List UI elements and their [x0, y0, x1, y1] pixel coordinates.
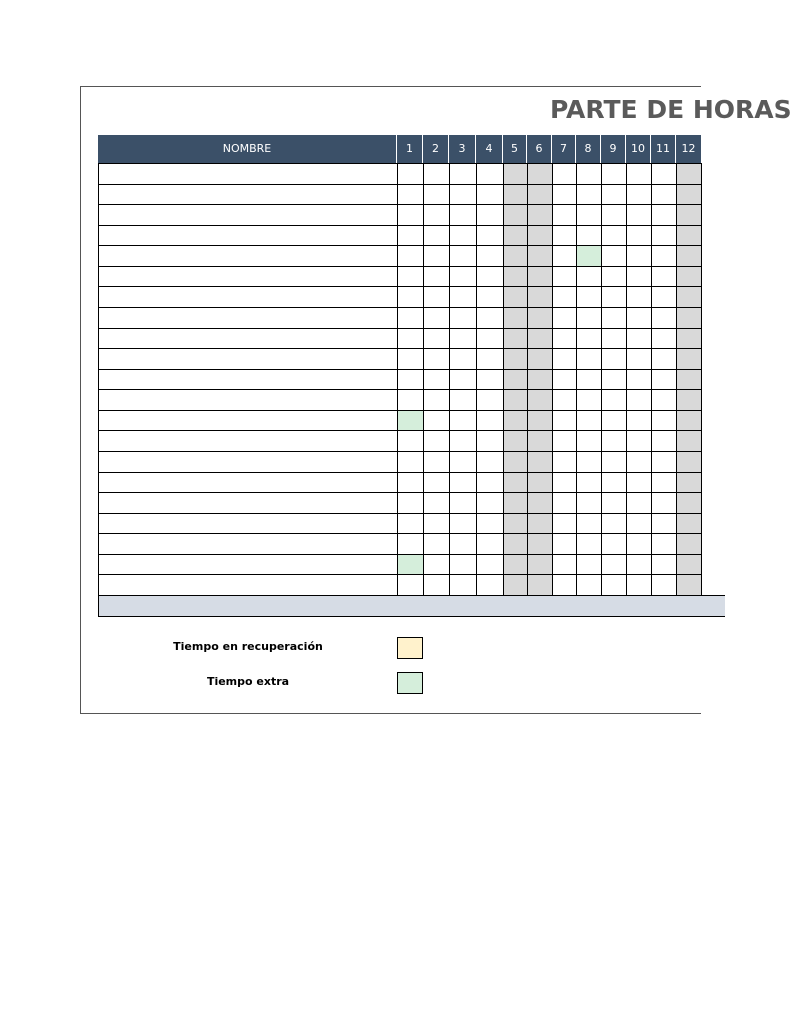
day-cell[interactable]: [527, 513, 553, 533]
day-cell[interactable]: [503, 451, 528, 472]
day-cell[interactable]: [651, 533, 677, 554]
day-cell[interactable]: [601, 286, 627, 307]
day-cell[interactable]: [397, 574, 424, 595]
day-cell[interactable]: [676, 492, 702, 513]
day-cell[interactable]: [552, 533, 577, 554]
day-cell[interactable]: [626, 554, 652, 574]
day-cell[interactable]: [651, 245, 677, 266]
day-cell[interactable]: [601, 245, 627, 266]
day-cell[interactable]: [601, 492, 627, 513]
day-cell[interactable]: [527, 369, 553, 389]
day-cell[interactable]: [397, 245, 424, 266]
day-cell[interactable]: [503, 574, 528, 595]
header-day-5: 5: [503, 135, 527, 163]
day-cell[interactable]: [601, 410, 627, 430]
day-cell[interactable]: [527, 430, 553, 451]
day-cell[interactable]: [576, 184, 602, 204]
day-cell[interactable]: [601, 369, 627, 389]
day-cell[interactable]: [527, 225, 553, 245]
day-cell[interactable]: [576, 472, 602, 492]
day-cell[interactable]: [423, 348, 450, 369]
day-cell[interactable]: [476, 451, 504, 472]
day-cell[interactable]: [503, 184, 528, 204]
day-cell[interactable]: [527, 574, 553, 595]
day-cell[interactable]: [449, 389, 477, 410]
day-cell[interactable]: [397, 163, 424, 184]
name-input[interactable]: [98, 286, 397, 307]
header-day-9: 9: [601, 135, 626, 163]
day-cell[interactable]: [527, 163, 553, 184]
day-cell[interactable]: [476, 369, 504, 389]
day-cell[interactable]: [449, 245, 477, 266]
day-cell[interactable]: [552, 369, 577, 389]
day-cell[interactable]: [476, 307, 504, 328]
day-cell[interactable]: [601, 513, 627, 533]
day-cell[interactable]: [449, 492, 477, 513]
name-input[interactable]: [98, 163, 397, 184]
day-cell[interactable]: [397, 225, 424, 245]
totals-row: [98, 595, 725, 617]
day-cell[interactable]: [552, 472, 577, 492]
header-day-6: 6: [527, 135, 552, 163]
day-cell[interactable]: [601, 554, 627, 574]
header-day-10: 10: [626, 135, 651, 163]
day-cell[interactable]: [651, 389, 677, 410]
day-cell[interactable]: [626, 266, 652, 286]
day-cell[interactable]: [503, 163, 528, 184]
day-cell[interactable]: [576, 513, 602, 533]
day-cell[interactable]: [552, 574, 577, 595]
day-cell[interactable]: [576, 389, 602, 410]
day-cell[interactable]: [423, 533, 450, 554]
day-cell[interactable]: [601, 574, 627, 595]
day-cell[interactable]: [651, 492, 677, 513]
day-cell[interactable]: [601, 472, 627, 492]
day-cell[interactable]: [423, 574, 450, 595]
day-cell[interactable]: [527, 410, 553, 430]
day-cell[interactable]: [576, 245, 602, 266]
day-cell[interactable]: [626, 492, 652, 513]
name-input[interactable]: [98, 533, 397, 554]
day-cell[interactable]: [503, 245, 528, 266]
day-cell[interactable]: [449, 369, 477, 389]
day-cell[interactable]: [626, 513, 652, 533]
day-cell[interactable]: [476, 225, 504, 245]
day-cell[interactable]: [397, 430, 424, 451]
day-cell[interactable]: [651, 328, 677, 348]
day-cell[interactable]: [423, 286, 450, 307]
day-cell[interactable]: [676, 225, 702, 245]
day-cell[interactable]: [423, 307, 450, 328]
day-cell[interactable]: [626, 369, 652, 389]
day-cell[interactable]: [576, 266, 602, 286]
day-cell[interactable]: [527, 492, 553, 513]
day-cell[interactable]: [503, 286, 528, 307]
header-day-7: 7: [552, 135, 576, 163]
day-cell[interactable]: [397, 472, 424, 492]
day-cell[interactable]: [476, 328, 504, 348]
day-cell[interactable]: [576, 348, 602, 369]
day-cell[interactable]: [423, 266, 450, 286]
day-cell[interactable]: [476, 533, 504, 554]
day-cell[interactable]: [423, 184, 450, 204]
day-cell[interactable]: [449, 328, 477, 348]
day-cell[interactable]: [601, 225, 627, 245]
day-cell[interactable]: [527, 533, 553, 554]
day-cell[interactable]: [476, 163, 504, 184]
day-cell[interactable]: [626, 163, 652, 184]
day-cell[interactable]: [449, 574, 477, 595]
day-cell[interactable]: [552, 410, 577, 430]
day-cell[interactable]: [503, 307, 528, 328]
legend-extra-swatch: [397, 672, 423, 694]
day-cell[interactable]: [601, 389, 627, 410]
day-cell[interactable]: [397, 410, 424, 430]
day-cell[interactable]: [527, 554, 553, 574]
day-cell[interactable]: [676, 410, 702, 430]
day-cell[interactable]: [449, 307, 477, 328]
day-cell[interactable]: [651, 266, 677, 286]
day-cell[interactable]: [476, 574, 504, 595]
day-cell[interactable]: [397, 533, 424, 554]
day-cell[interactable]: [676, 513, 702, 533]
day-cell[interactable]: [651, 348, 677, 369]
name-input[interactable]: [98, 554, 397, 574]
day-cell[interactable]: [626, 472, 652, 492]
day-cell[interactable]: [552, 266, 577, 286]
day-cell[interactable]: [576, 225, 602, 245]
day-cell[interactable]: [601, 451, 627, 472]
day-cell[interactable]: [601, 163, 627, 184]
day-cell[interactable]: [503, 554, 528, 574]
day-cell[interactable]: [651, 286, 677, 307]
day-cell[interactable]: [449, 451, 477, 472]
day-cell[interactable]: [449, 554, 477, 574]
day-cell[interactable]: [626, 328, 652, 348]
day-cell[interactable]: [503, 266, 528, 286]
day-cell[interactable]: [576, 574, 602, 595]
day-cell[interactable]: [552, 513, 577, 533]
day-cell[interactable]: [397, 369, 424, 389]
day-cell[interactable]: [449, 348, 477, 369]
day-cell[interactable]: [397, 328, 424, 348]
name-input[interactable]: [98, 451, 397, 472]
day-cell[interactable]: [676, 163, 702, 184]
day-cell[interactable]: [676, 430, 702, 451]
day-cell[interactable]: [476, 410, 504, 430]
day-cell[interactable]: [651, 554, 677, 574]
header-day-3: 3: [449, 135, 476, 163]
day-cell[interactable]: [423, 472, 450, 492]
day-cell[interactable]: [651, 204, 677, 225]
day-cell[interactable]: [676, 348, 702, 369]
day-cell[interactable]: [476, 472, 504, 492]
day-cell[interactable]: [626, 245, 652, 266]
day-cell[interactable]: [527, 307, 553, 328]
day-cell[interactable]: [476, 245, 504, 266]
day-cell[interactable]: [576, 369, 602, 389]
day-cell[interactable]: [552, 245, 577, 266]
day-cell[interactable]: [626, 204, 652, 225]
day-cell[interactable]: [449, 472, 477, 492]
day-cell[interactable]: [397, 389, 424, 410]
day-cell[interactable]: [626, 286, 652, 307]
day-cell[interactable]: [552, 430, 577, 451]
day-cell[interactable]: [449, 266, 477, 286]
day-cell[interactable]: [651, 451, 677, 472]
day-cell[interactable]: [503, 513, 528, 533]
day-cell[interactable]: [476, 389, 504, 410]
day-cell[interactable]: [527, 286, 553, 307]
day-cell[interactable]: [576, 204, 602, 225]
name-input[interactable]: [98, 225, 397, 245]
day-cell[interactable]: [676, 307, 702, 328]
day-cell[interactable]: [576, 410, 602, 430]
name-input[interactable]: [98, 389, 397, 410]
day-cell[interactable]: [503, 472, 528, 492]
day-cell[interactable]: [449, 533, 477, 554]
day-cell[interactable]: [397, 286, 424, 307]
day-cell[interactable]: [423, 410, 450, 430]
day-cell[interactable]: [449, 513, 477, 533]
day-cell[interactable]: [676, 266, 702, 286]
day-cell[interactable]: [423, 430, 450, 451]
day-cell[interactable]: [503, 348, 528, 369]
day-cell[interactable]: [527, 472, 553, 492]
day-cell[interactable]: [527, 389, 553, 410]
day-cell[interactable]: [552, 307, 577, 328]
day-cell[interactable]: [626, 430, 652, 451]
day-cell[interactable]: [423, 554, 450, 574]
day-cell[interactable]: [676, 389, 702, 410]
day-cell[interactable]: [476, 430, 504, 451]
header-day-1: 1: [397, 135, 423, 163]
day-cell[interactable]: [423, 204, 450, 225]
day-cell[interactable]: [503, 389, 528, 410]
day-cell[interactable]: [449, 163, 477, 184]
header-day-12: 12: [676, 135, 701, 163]
day-cell[interactable]: [552, 554, 577, 574]
day-cell[interactable]: [449, 410, 477, 430]
day-cell[interactable]: [527, 184, 553, 204]
day-cell[interactable]: [397, 513, 424, 533]
day-cell[interactable]: [601, 184, 627, 204]
day-cell[interactable]: [552, 492, 577, 513]
day-cell[interactable]: [423, 328, 450, 348]
day-cell[interactable]: [601, 348, 627, 369]
name-input[interactable]: [98, 430, 397, 451]
day-cell[interactable]: [552, 204, 577, 225]
day-cell[interactable]: [397, 307, 424, 328]
day-cell[interactable]: [651, 163, 677, 184]
day-cell[interactable]: [626, 184, 652, 204]
day-cell[interactable]: [449, 184, 477, 204]
day-cell[interactable]: [576, 430, 602, 451]
day-cell[interactable]: [651, 574, 677, 595]
day-cell[interactable]: [651, 307, 677, 328]
day-cell[interactable]: [476, 286, 504, 307]
day-cell[interactable]: [651, 513, 677, 533]
timesheet-grid: [98, 135, 701, 618]
day-cell[interactable]: [423, 245, 450, 266]
day-cell[interactable]: [397, 204, 424, 225]
day-cell[interactable]: [601, 204, 627, 225]
day-cell[interactable]: [651, 430, 677, 451]
legend-recovery-swatch: [397, 637, 423, 659]
day-cell[interactable]: [397, 451, 424, 472]
day-cell[interactable]: [626, 348, 652, 369]
day-cell[interactable]: [676, 328, 702, 348]
day-cell[interactable]: [676, 369, 702, 389]
day-cell[interactable]: [423, 492, 450, 513]
day-cell[interactable]: [527, 245, 553, 266]
name-input[interactable]: [98, 492, 397, 513]
day-cell[interactable]: [601, 266, 627, 286]
day-cell[interactable]: [651, 410, 677, 430]
name-input[interactable]: [98, 307, 397, 328]
day-cell[interactable]: [676, 472, 702, 492]
day-cell[interactable]: [676, 184, 702, 204]
day-cell[interactable]: [576, 328, 602, 348]
name-input[interactable]: [98, 328, 397, 348]
day-cell[interactable]: [423, 513, 450, 533]
day-cell[interactable]: [651, 184, 677, 204]
name-input[interactable]: [98, 369, 397, 389]
legend-extra-label: Tiempo extra: [206, 675, 290, 688]
day-cell[interactable]: [503, 369, 528, 389]
day-cell[interactable]: [503, 492, 528, 513]
header-day-4: 4: [476, 135, 503, 163]
header-day-2: 2: [423, 135, 449, 163]
day-cell[interactable]: [476, 348, 504, 369]
day-cell[interactable]: [476, 492, 504, 513]
day-cell[interactable]: [676, 554, 702, 574]
day-cell[interactable]: [423, 163, 450, 184]
day-cell[interactable]: [676, 245, 702, 266]
header-day-8: 8: [576, 135, 601, 163]
day-cell[interactable]: [601, 533, 627, 554]
day-cell[interactable]: [626, 574, 652, 595]
name-input[interactable]: [98, 574, 397, 595]
day-cell[interactable]: [552, 389, 577, 410]
day-cell[interactable]: [476, 204, 504, 225]
day-cell[interactable]: [503, 430, 528, 451]
day-cell[interactable]: [626, 225, 652, 245]
day-cell[interactable]: [397, 554, 424, 574]
day-cell[interactable]: [423, 225, 450, 245]
page-title: PARTE DE HORAS: [550, 95, 792, 124]
day-cell[interactable]: [449, 225, 477, 245]
day-cell[interactable]: [626, 410, 652, 430]
day-cell[interactable]: [397, 348, 424, 369]
name-input[interactable]: [98, 348, 397, 369]
day-cell[interactable]: [527, 328, 553, 348]
day-cell[interactable]: [449, 430, 477, 451]
day-cell[interactable]: [503, 533, 528, 554]
day-cell[interactable]: [423, 451, 450, 472]
name-input[interactable]: [98, 184, 397, 204]
day-cell[interactable]: [476, 184, 504, 204]
day-cell[interactable]: [576, 451, 602, 472]
day-cell[interactable]: [449, 286, 477, 307]
day-cell[interactable]: [527, 348, 553, 369]
day-cell[interactable]: [601, 307, 627, 328]
day-cell[interactable]: [552, 328, 577, 348]
day-cell[interactable]: [552, 348, 577, 369]
day-cell[interactable]: [397, 492, 424, 513]
day-cell[interactable]: [676, 286, 702, 307]
day-cell[interactable]: [576, 163, 602, 184]
header-day-11: 11: [651, 135, 676, 163]
day-cell[interactable]: [476, 513, 504, 533]
day-cell[interactable]: [601, 328, 627, 348]
day-cell[interactable]: [503, 410, 528, 430]
day-cell[interactable]: [552, 225, 577, 245]
day-cell[interactable]: [676, 533, 702, 554]
header-name: NOMBRE: [98, 135, 397, 163]
name-input[interactable]: [98, 410, 397, 430]
day-cell[interactable]: [552, 451, 577, 472]
day-cell[interactable]: [397, 184, 424, 204]
day-cell[interactable]: [576, 554, 602, 574]
day-cell[interactable]: [676, 574, 702, 595]
day-cell[interactable]: [576, 286, 602, 307]
day-cell[interactable]: [476, 266, 504, 286]
day-cell[interactable]: [449, 204, 477, 225]
name-input[interactable]: [98, 513, 397, 533]
day-cell[interactable]: [476, 554, 504, 574]
name-input[interactable]: [98, 204, 397, 225]
day-cell[interactable]: [527, 451, 553, 472]
day-cell[interactable]: [651, 225, 677, 245]
day-cell[interactable]: [576, 307, 602, 328]
day-cell[interactable]: [626, 389, 652, 410]
day-cell[interactable]: [676, 204, 702, 225]
day-cell[interactable]: [503, 328, 528, 348]
day-cell[interactable]: [651, 472, 677, 492]
day-cell[interactable]: [527, 266, 553, 286]
day-cell[interactable]: [423, 369, 450, 389]
day-cell[interactable]: [576, 533, 602, 554]
day-cell[interactable]: [503, 204, 528, 225]
name-input[interactable]: [98, 472, 397, 492]
day-cell[interactable]: [676, 451, 702, 472]
day-cell[interactable]: [626, 307, 652, 328]
day-cell[interactable]: [397, 266, 424, 286]
day-cell[interactable]: [552, 184, 577, 204]
day-cell[interactable]: [423, 389, 450, 410]
day-cell[interactable]: [601, 430, 627, 451]
day-cell[interactable]: [503, 225, 528, 245]
day-cell[interactable]: [626, 451, 652, 472]
legend-recovery-label: Tiempo en recuperación: [173, 640, 323, 653]
day-cell[interactable]: [552, 163, 577, 184]
day-cell[interactable]: [552, 286, 577, 307]
name-input[interactable]: [98, 266, 397, 286]
day-cell[interactable]: [527, 204, 553, 225]
day-cell[interactable]: [651, 369, 677, 389]
day-cell[interactable]: [626, 533, 652, 554]
name-input[interactable]: [98, 245, 397, 266]
day-cell[interactable]: [576, 492, 602, 513]
